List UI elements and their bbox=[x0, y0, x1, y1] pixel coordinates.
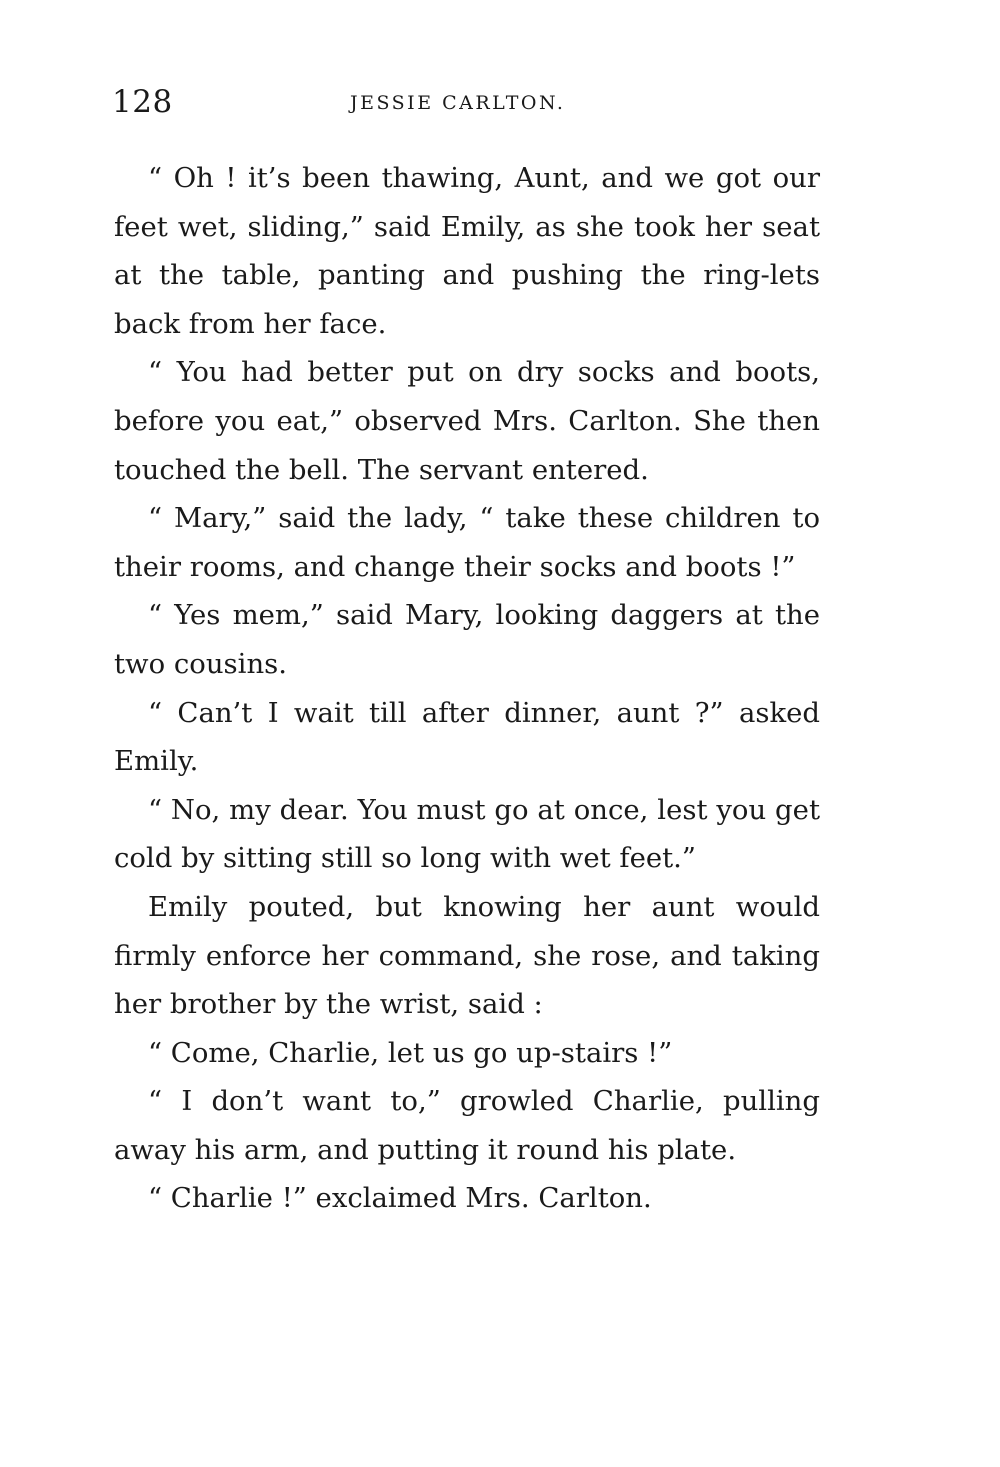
page-number: 128 bbox=[112, 84, 173, 120]
running-head bbox=[112, 84, 824, 132]
paragraph: “ You had better put on dry socks and boots, before you eat,” observed Mrs. Carlton. She then touched the bell. The servant entered. bbox=[114, 356, 820, 486]
body-text bbox=[114, 154, 820, 1223]
running-title: JESSIE CARLTON. bbox=[350, 92, 566, 114]
paragraph: “ Oh ! it’s been thawing, Aunt, and we got our feet wet, sliding,” said Emily, as she took her seat at the table, panting and pushing the ring-lets back from her face. bbox=[114, 162, 820, 340]
paragraph: “ Can’t I wait till after dinner, aunt ?” asked Emily. bbox=[114, 696, 820, 778]
paragraph: “ Mary,” said the lady, “ take these children to their rooms, and change their socks and boots !” bbox=[114, 502, 820, 583]
paragraph: “ Charlie !” exclaimed Mrs. Carlton. bbox=[148, 1182, 652, 1215]
paragraph: “ Yes mem,” said Mary, looking daggers at the two cousins. bbox=[114, 599, 820, 680]
paragraph: “ No, my dear. You must go at once, lest you get cold by sitting still so long with wet feet.” bbox=[114, 793, 820, 875]
paragraph: Emily pouted, but knowing her aunt would firmly enforce her command, she rose, and taking her brother by the wrist, said : bbox=[114, 890, 820, 1021]
paragraph: “ Come, Charlie, let us go up-stairs !” bbox=[148, 1036, 673, 1069]
paragraph: “ I don’t want to,” growled Charlie, pulling away his arm, and putting it round his plate. bbox=[114, 1085, 820, 1166]
